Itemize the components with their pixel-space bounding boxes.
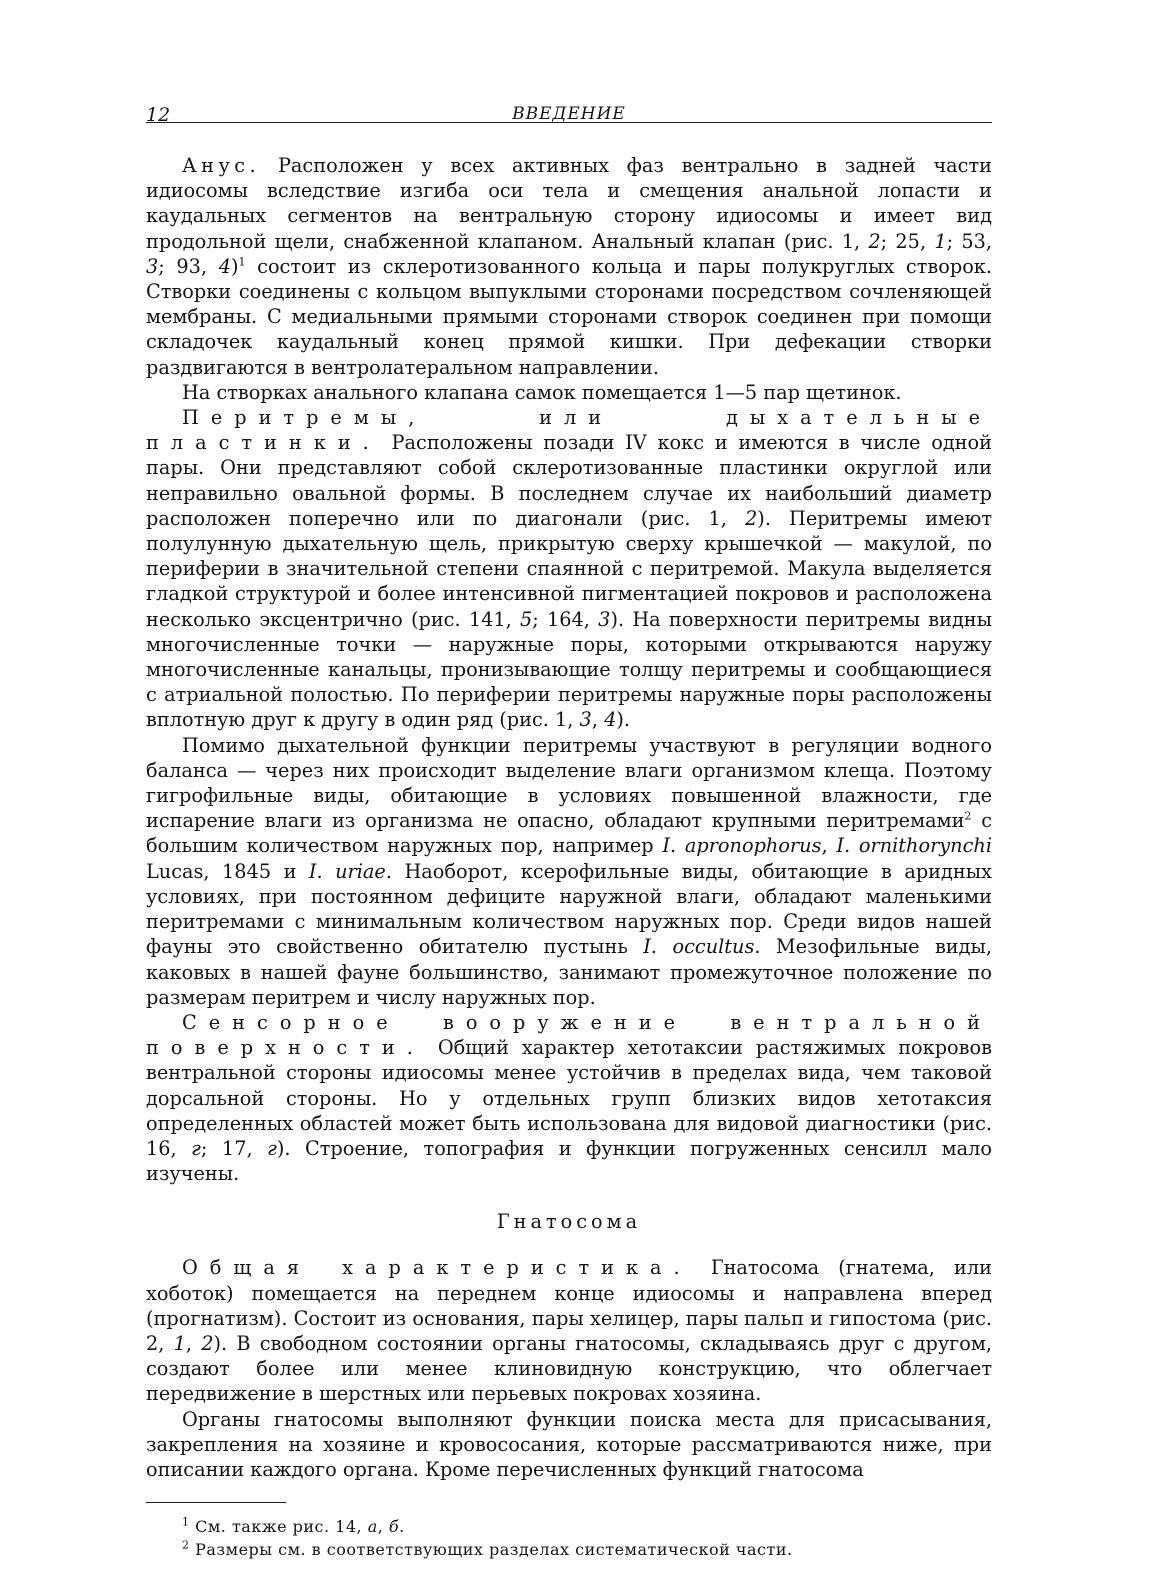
italic-text: б — [388, 1517, 400, 1537]
paragraph-lead-in: Анус. — [182, 154, 261, 177]
paragraph-lead-in: Общая характеристика. — [182, 1256, 692, 1280]
italic-text: а — [367, 1517, 378, 1537]
italic-text: г — [267, 1136, 277, 1160]
text-run: , — [377, 1517, 389, 1537]
text-run: . Наоборот, ксерофильные виды, обитающие в аридных условиях, при постоянном дефиците наружной влаги, обладают маленькими перитремами с минимальным количеством наружных пор. Среди видов нашей фауны это свойственно обитателю пустынь — [146, 859, 992, 959]
footnote-reference: 2 — [964, 809, 972, 823]
italic-text: 3 — [579, 708, 592, 732]
text-run: ). — [616, 708, 631, 732]
text-run: Lucas, 1845 и — [146, 859, 309, 883]
italic-text: 1 — [934, 229, 947, 253]
paragraph-lead-in: Перитремы, или дыхательные пластинки. — [146, 406, 992, 455]
footnotes — [146, 1515, 992, 1561]
footnote-marker: 1 — [182, 1515, 190, 1529]
footnote — [146, 1515, 992, 1538]
text-run: Расположены позади IV кокс и имеются в числе одной пары. Они представляют собой склеротизованные пластинки округлой или неправильно овальной формы. В последнем случае их наибольший диаметр расположен поперечно или по диагонали (рис. 1, — [146, 431, 992, 530]
running-header — [146, 92, 992, 126]
text-run: Расположен у всех активных фаз вентрально в задней части идиосомы вследствие изгиба оси тела и смещения анальной лопасти и каудальных сегментов на вентральную сторону идиосомы и имеет вид продольной щели, снабженной клапаном. Анальный клапан (рис. 1, — [146, 154, 992, 253]
footnote — [146, 1538, 992, 1561]
text-run: ; 93, — [158, 254, 219, 278]
section-heading: Гнатосома — [496, 1210, 642, 1234]
page-number: 12 — [146, 104, 171, 126]
text-run: ). На поверхности перитремы видны многочисленные точки — наружные поры, которыми открываются наружу многочисленные канальцы, пронизывающие толщу перитремы и сообщающиеся с атриальной полостью. По периферии перитремы наружные поры расположены вплотную друг к другу в один ряд (рис. 1, — [146, 607, 993, 732]
footnote-text — [195, 1540, 793, 1559]
text-run: ; 53, — [946, 229, 992, 253]
italic-text: 4 — [218, 254, 231, 278]
paragraph-lead-in: Сенсорное вооружение вентральной поверхности. — [146, 1010, 992, 1060]
text-run: Общий характер хетотаксии растяжимых покровов вентральной стороны идиосомы менее устойчив в пределах вида, чем таковой дорсальной стороны. Но у отдельных групп близких видов хетотаксия определенных областей может быть использована для видовой диагностики (рис. 16, — [146, 1036, 992, 1160]
text-run: Размеры см. в соответствующих разделах систематической части. — [195, 1540, 793, 1560]
text-run: ). Перитремы имеют полулунную дыхательную щель, прикрытую сверху крышечкой — макулой, по периферии в значительной степени спаянной с перитремой. Макула выделяется гладкой структурой и более интенсивной пигментацией покровов и расположена несколько эксцентрично (рис. 141, — [146, 506, 993, 631]
paragraph-anal-setae — [146, 380, 992, 405]
text-run: ; 17, — [200, 1136, 268, 1160]
italic-text: 3 — [598, 607, 611, 631]
italic-text: I. apronophorus — [662, 834, 822, 858]
italic-text: 2 — [868, 229, 881, 253]
body-text — [146, 153, 992, 1482]
text-run: , — [185, 1331, 202, 1355]
text-run: состоит из склеротизованного кольца и пары полукруглых створок. Створки соединены с кольцом выпуклыми сторонами посредством сочленяющей мембраны. С медиальными прямыми сторонами створок соединен при помощи складочек каудальный конец прямой кишки. При дефекации створки раздвигаются в вентролатеральном направлении. — [146, 254, 992, 379]
text-run: Гнатосома (гнатема, или хоботок) помещается на переднем конце идиосомы и направлена вперед (прогнатизм). Состоит из основания, пары хелицер, пары пальп и гипостома (рис. 2, — [146, 1256, 993, 1355]
italic-text: I. ornithorynchi — [836, 834, 992, 858]
paragraph-sensory — [146, 1010, 992, 1186]
text-run: Помимо дыхательной функции перитремы участвуют в регуляции водного баланса — через них происходит выделение влаги организмом клеща. Поэтому гигрофильные виды, обитающие в условиях повышенной влажности, где испарение влаги из организма не опасно, обладают крупными перитремами — [146, 733, 992, 833]
italic-text: г — [191, 1136, 201, 1160]
text-run: ; 25, — [880, 229, 935, 253]
text-run: с большим количеством наружных пор, например — [146, 809, 992, 858]
italic-text: 3 — [146, 254, 159, 278]
text-run: Органы гнатосомы выполняют функции поиска места для присасывания, закрепления на хозяине и кровососания, которые рассматриваются ниже, при описании каждого органа. Кроме перечисленных функций гнатосома — [146, 1407, 992, 1481]
page-content — [146, 92, 992, 1561]
text-run: На створках анального клапана самок помещается 1—5 пар щетинок. — [182, 380, 902, 404]
italic-text: I. occultus — [643, 935, 755, 959]
text-run: ). Строение, топография и функции погруженных сенсилл мало изучены. — [146, 1136, 992, 1186]
paragraph-functions — [146, 1407, 992, 1483]
text-run: , — [591, 708, 605, 732]
paragraph-water-balance — [146, 733, 992, 1010]
italic-text: 2 — [201, 1331, 214, 1355]
text-run: . — [399, 1517, 405, 1537]
footnote-marker: 2 — [182, 1538, 190, 1552]
italic-text: 2 — [745, 506, 758, 530]
text-run: ; 164, — [532, 607, 599, 631]
text-run: . Мезофильные виды, каковых в нашей фауне большинство, занимают промежуточное положение по размерам перитрем и числу наружных пор. — [146, 935, 992, 1009]
italic-text: I. uriae — [308, 859, 386, 883]
text-run: , — [821, 834, 837, 858]
italic-text: 1 — [173, 1331, 186, 1355]
italic-text: 4 — [604, 708, 617, 732]
text-run: ) — [230, 254, 239, 278]
footnote-reference: 1 — [238, 255, 246, 269]
italic-text: 5 — [519, 607, 533, 631]
paragraph-general-characteristic — [146, 1255, 992, 1406]
footnote-rule — [146, 1502, 286, 1503]
running-head-title: ВВЕДЕНИЕ — [512, 104, 626, 124]
text-run: См. также рис. 14, — [195, 1517, 368, 1537]
paragraph-anus — [146, 153, 992, 380]
footnote-text — [195, 1517, 405, 1536]
text-run: ). В свободном состоянии органы гнатосомы, складываясь друг с другом, создают более или менее клиновидную конструкцию, что облегчает передвижение в шерстных или перьевых покровах хозяина. — [146, 1331, 993, 1406]
paragraph-peritremes — [146, 405, 992, 733]
